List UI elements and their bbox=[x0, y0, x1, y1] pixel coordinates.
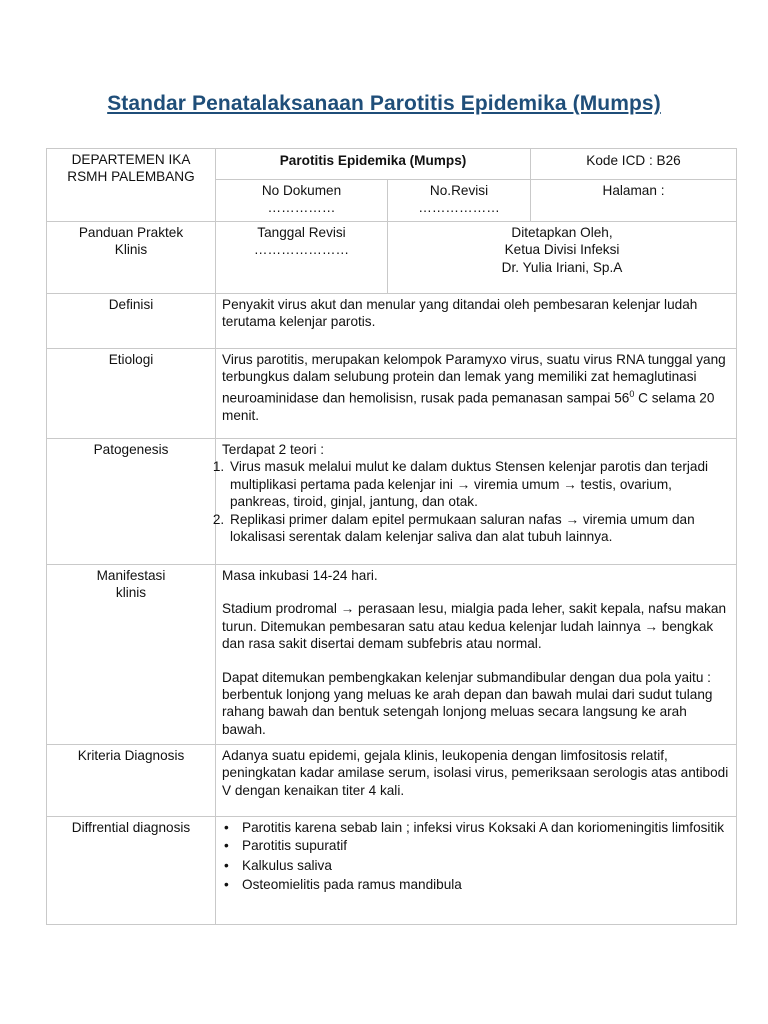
kriteria-label: Kriteria Diagnosis bbox=[47, 745, 216, 817]
guideline-type-line1: Panduan Praktek bbox=[78, 225, 184, 240]
definisi-text: Penyakit virus akut dan menular yang ditandai oleh pembesaran kelenjar ludah terutama kelenjar parotis. bbox=[216, 294, 737, 349]
manifestasi-label-line1: Manifestasi bbox=[96, 568, 166, 583]
document-number-label: No Dokumen bbox=[261, 183, 342, 198]
revision-number-label: No.Revisi bbox=[429, 183, 489, 198]
etiologi-text: Virus parotitis, merupakan kelompok Paramyxo virus, suatu virus RNA tunggal yang terbungkus dalam selubung protein dan lemak yang memiliki zat hemaglutinasi neuroaminidase dan hemolisisn, rusak pada pemanasan sampai $56^0$ C selama 20 menit. bbox=[216, 349, 737, 439]
revision-date-label: Tanggal Revisi bbox=[257, 225, 346, 240]
department-name: DEPARTEMEN IKA bbox=[71, 152, 191, 167]
list-item: • Osteomielitis pada ramus mandibula bbox=[242, 875, 730, 895]
patogenesis-label: Patogenesis bbox=[47, 439, 216, 565]
department-cell bbox=[47, 149, 216, 222]
approver-position: Ketua Divisi Infeksi bbox=[504, 242, 620, 258]
paragraph: Stadium prodromal → perasaan lesu, mialgia pada leher, sakit kepala, nafsu makan turun. Ditemukan pembesaran satu atau kedua kelenjar ludah lainnya → bengkak dan rasa sakit disertai demam subfebris atau normal. bbox=[222, 601, 727, 652]
diferensial-list bbox=[222, 819, 730, 895]
header-row-1 bbox=[47, 149, 737, 180]
disease-name-cell: Parotitis Epidemika (Mumps) bbox=[216, 149, 531, 180]
protocol-table bbox=[46, 148, 737, 925]
page-number-cell bbox=[531, 180, 737, 222]
manifestasi-label-line2: klinis bbox=[115, 585, 147, 601]
approver-name: Dr. Yulia Iriani, Sp.A bbox=[501, 259, 623, 275]
document-title: Standar Penatalaksanaan Parotitis Epidemika (Mumps) bbox=[107, 92, 661, 115]
header-row-3 bbox=[47, 222, 737, 294]
guideline-type-line2: Klinis bbox=[114, 242, 148, 258]
manifestasi-label bbox=[47, 565, 216, 745]
row-manifestasi bbox=[47, 565, 737, 745]
revision-date-cell bbox=[216, 222, 388, 294]
icd-code-cell: Kode ICD : B26 bbox=[531, 149, 737, 180]
row-definisi bbox=[47, 294, 737, 349]
paragraph: Masa inkubasi 14-24 hari. bbox=[222, 568, 378, 583]
list-item: 1. Virus masuk melalui mulut ke dalam duktus Stensen kelenjar parotis dan terjadi multiplikasi pertama pada kelenjar ini → viremia umum → testis, ovarium, pankreas, tiroid, ginjal, jantung, dan otak. bbox=[228, 458, 730, 510]
revision-number-cell bbox=[388, 180, 531, 222]
patogenesis-list bbox=[214, 458, 730, 545]
document-number-value: …………… bbox=[267, 200, 336, 216]
revision-date-value: ………………… bbox=[253, 242, 350, 258]
etiologi-label: Etiologi bbox=[47, 349, 216, 439]
definisi-label: Definisi bbox=[47, 294, 216, 349]
list-item: • Parotitis supuratif bbox=[242, 836, 730, 856]
row-kriteria bbox=[47, 745, 737, 817]
guideline-type-cell bbox=[47, 222, 216, 294]
list-item: 2. Replikasi primer dalam epitel permukaan saluran nafas → viremia umum dan lokalisasi serentak dalam kelenjar saliva dan alat tubuh lainnya. bbox=[228, 511, 730, 546]
manifestasi-content bbox=[216, 565, 737, 745]
document-number-cell bbox=[216, 180, 388, 222]
approval-heading: Ditetapkan Oleh, bbox=[511, 225, 613, 240]
list-item: • Parotitis karena sebab lain ; infeksi virus Koksaki A dan koriomeningitis limfositik bbox=[242, 819, 730, 836]
page-number-label: Halaman : bbox=[602, 183, 665, 198]
paragraph: Dapat ditemukan pembengkakan kelenjar submandibular dengan dua pola yaitu : berbentuk lonjong yang meluas ke arah depan dan bawah mulai dari sudut tulang rahang bawah dan bentuk setengah lonjong meluas secara langsung ke arah bawah. bbox=[222, 669, 713, 737]
diferensial-label: Diffrential diagnosis bbox=[47, 817, 216, 925]
approval-cell bbox=[388, 222, 737, 294]
diferensial-content bbox=[216, 817, 737, 925]
row-etiologi bbox=[47, 349, 737, 439]
hospital-name: RSMH PALEMBANG bbox=[67, 169, 195, 185]
revision-number-value: ……………… bbox=[418, 200, 500, 216]
patogenesis-intro: Terdapat 2 teori : bbox=[222, 442, 325, 457]
row-patogenesis bbox=[47, 439, 737, 565]
patogenesis-content bbox=[216, 439, 737, 565]
row-diferensial bbox=[47, 817, 737, 925]
list-item: • Kalkulus saliva bbox=[242, 856, 730, 876]
kriteria-text: Adanya suatu epidemi, gejala klinis, leukopenia dengan limfositosis relatif, peningkatan kadar amilase serum, isolasi virus, pemeriksaan serologis atas antibodi V dengan kenaikan titer 4 kali. bbox=[216, 745, 737, 817]
